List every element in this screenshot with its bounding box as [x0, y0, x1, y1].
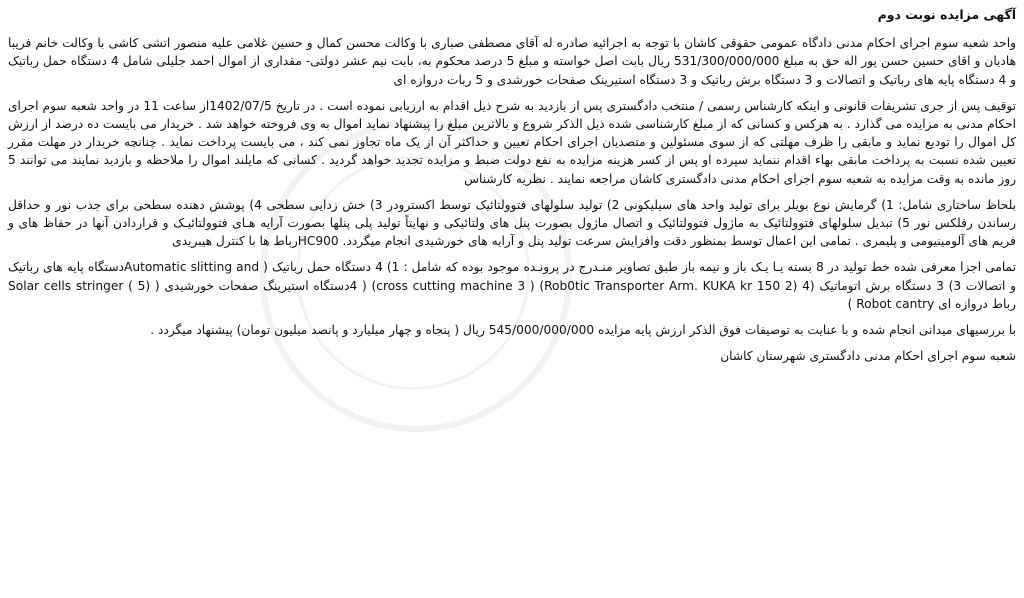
notice-paragraph-4: تمامی اجزا معرفی شده خط تولید در 8 بسته یـا یـک باز و نیمه باز طبق تصاویر منـدرج در پرونـده موجود بوده که شامل : 1) 4 دستگاه حمل رباتیک ( Automatic slitting andدستگاه پایه های رباتیک و اتصالات 3) 3 دستگاه برش اتوماتیک (4 (2 Rob0tic Transporter Arm. KUKA kr 150) ( cross cutting machine 3) ( 4دستگاه استیرینگ صفحات خورشیدی ( Solar cells stringer ( 5) رباط دروازه ای Robot cantry ) [8, 260, 1016, 311]
notice-paragraph-1: واحد شعبه سوم اجرای احکام مدنی دادگاه عمومی حقوقی کاشان با توجه به اجرائیه صادره له آقای مصطفی صباری با وکالت محسن کمال و حسین غلامی علیه منصور اتشی کاشی با وکالت خانم فریبا هادیان و اقای حسین حسن پور اله حق به مبلغ 531/300/000/000 ریال بابت اصل خواسته و مبلغ 5 درصد محکوم به، بابت نیم عشر دولتی- مقداری از اموال احمد جلیلی شامل 4 دستگاه حمل رباتیک و 4 دستگاه پایه های رباتیک و اتصالات و 3 دستگاه برش رباتیک و 3 دستگاه استیرینک صفحات خورشدی و 5 ربات دروازه ای [8, 36, 1016, 87]
notice-paragraph-5: با بررسیهای میدانی انجام شده و با عنایت به توصیفات فوق الذکر ارزش پایه مزایده 545/000/000/000 ریال ( پنجاه و چهار میلیارد و پانصد میلیون تومان) پیشنهاد میگردد . [150, 323, 1016, 338]
notice-paragraph-3: بلحاظ ساختاری شامل: 1) گرمایش نوع بویلر برای تولید واحد های سیلیکونی 2) تولید سلولهای فتوولتائیک توسط اکسترودر 3) خش زدایی سطحی 4) پوشش دهنده سطحی برای جذب نور و حداقل رساندن رفلکس نور 5) تبدیل سلولهای فتوولتائیک به ماژول فتوولتائیک و اتصال ماژول بصورت پنل های ولتائیکی و نهایتاً تولید پلی پنلها بصورت آرایه هـای فتوولتائیـک و قراردادن آنها در حفاظ های و فریم های آلومینیومی و پلیمری . تمامی این اعمال توسط بمنظور دقت وافزایش سرعت تولید پنل و آرایه های خورشیدی انجام میگردد. HC900رباط ها با کنترل هیبریدی [8, 197, 1017, 249]
notice-paragraph-2: توقیف پس از جری تشریفات قانونی و اینکه کارشناس رسمی / منتخب دادگستری پس از بازدید به شرح ذیل اقدام به ارزیابی نموده است . در تاریخ 1402/07/5از ساعت 11 در واحد شعبه سوم اجرای احکام مدنی به مزایده می گذارد . به هرکس و کسانی که از مبلغ کارشناسی شده ذیل الذکر شروع و بالاترین مبلغ را پیشنهاد نماید اموال به وی فروخته خواهد شد . خریدار می بایست ده درصد از ارزش کل اموال را تودیع نماید و مابقی را ظرف مهلتی که از سوی مسئولین و متصدیان اجرای احکام تعیین و حداکثر آن از یک ماه تجاوز نمی کند ، می بایست پرداخت نماید . چنانچه خریدار در مهلت مقرر تعیین شده نسبت به پرداخت مابقی بهاء اقدام ننماید سپرده او پس از کسر هزینه مزایده به نفع دولت ضبط و مزایده تجدید خواهد گردید . کسانی که مایلند اموال را ملاحظه و بازدید نمایند می توانند 5 روز مانده به وقت مزایده به شعبه سوم اجرای احکام مدنی دادگستری کاشان مراجعه نمایند . نظریه کارشناس [8, 98, 1017, 186]
notice-title: آگهی مزایده نوبت دوم [877, 7, 1016, 22]
notice-content [8, 6, 1016, 365]
notice-footer: شعبه سوم اجرای احکام مدنی دادگستری شهرستان کاشان [720, 349, 1016, 364]
